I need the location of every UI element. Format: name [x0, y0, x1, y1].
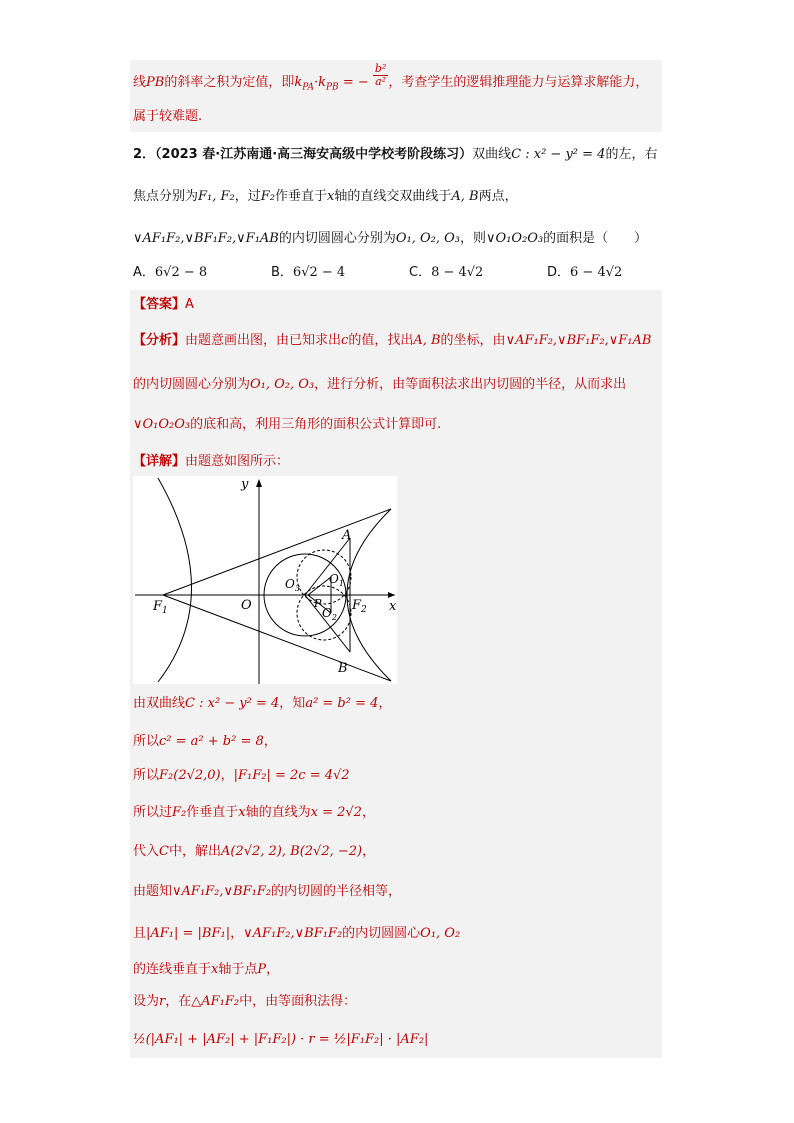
intro-line-2: 属于较难题.	[133, 109, 203, 124]
answer-tag: 【答案】	[133, 297, 186, 312]
question-source: （2023 春·江苏南通·高三海安高级中学校考阶段练习）	[155, 147, 473, 162]
option-b: B．6√2 − 4	[271, 265, 346, 280]
label-b: B	[338, 661, 348, 676]
math-hyperbola: C : x² − y² = 4	[511, 147, 606, 162]
svg-text:F1: $F_1$	[153, 599, 168, 616]
analysis-tag: 【分析】	[133, 333, 186, 348]
detail-step-4: 所以过F₂作垂直于x轴的直线为x = 2√2，	[133, 805, 375, 820]
analysis-line-1: 【分析】由题意画出图，由已知求出c的值，找出A, B的坐标，由∨AF₁F₂,∨BF₁F₂,∨F₁AB	[133, 333, 652, 348]
detail-step-10: ½(|AF₁| + |AF₂| + |F₁F₂|) · r = ½|F₁F₂| · |AF₂|	[133, 1032, 429, 1047]
detail-step-9: 设为r，在△AF₁F₂中，由等面积法得：	[133, 994, 357, 1009]
math-pb: PB	[146, 75, 165, 90]
answer-value: A	[185, 297, 194, 312]
intro-line-1: 线PB的斜率之积为定值，即$k_{PA}\cdot k_{PB}$ = − $\frac{\text{b²}}{\text{a²}}$ ，考查学生的逻辑推理能力与运算求解能力，	[133, 61, 649, 93]
hyperbola-diagram	[133, 476, 397, 684]
detail-step-6: 由题知∨AF₁F₂,∨BF₁F₂的内切圆的半径相等，	[133, 884, 402, 899]
label-p: P	[314, 597, 322, 610]
detail-step-2: 所以c² = a² + b² = 8，	[133, 734, 277, 749]
detail-tag: 【详解】	[133, 454, 186, 469]
option-d: D．6 − 4√2	[547, 265, 623, 280]
question-line-3: ∨AF₁F₂,∨BF₁F₂,∨F₁AB的内切圆圆心分别为O₁, O₂, O₃，则∨O₁O₂O₃的面积是（ ）	[133, 231, 648, 246]
question-line-1: 2．（2023 春·江苏南通·高三海安高级中学校考阶段练习）双曲线C : x² − y² = 4的左，右	[133, 147, 658, 162]
label-x: x	[389, 599, 397, 614]
hyperbola-figure	[133, 476, 397, 684]
svg-text:O1: $O_1$	[329, 572, 344, 588]
label-f1: F	[153, 599, 163, 614]
label-o1: O	[329, 572, 339, 586]
option-a: A．6√2 − 8	[133, 265, 208, 280]
analysis-line-2: 的内切圆圆心分别为O₁, O₂, O₃，进行分析，由等面积法求出内切圆的半径，从而求出	[133, 377, 627, 392]
option-c: C．8 − 4√2	[409, 265, 484, 280]
analysis-line-3: ∨O₁O₂O₃的底和高，利用三角形的面积公式计算即可.	[133, 417, 442, 432]
question-line-2: 焦点分别为F₁, F₂，过F₂作垂直于x轴的直线交双曲线于A, B两点，	[133, 189, 518, 204]
detail-step-1: 由双曲线C : x² − y² = 4，知a² = b² = 4，	[133, 696, 392, 711]
label-a: A	[342, 528, 352, 543]
detail-step-7: 且|AF₁| = |BF₁|，∨AF₁F₂,∨BF₁F₂的内切圆圆心O₁, O₂	[133, 926, 461, 941]
math-fraction-b2-a2: $\frac{\text{b²}}{\text{a²}}$	[374, 61, 387, 88]
label-o2: O	[322, 606, 332, 620]
label-y: y	[241, 477, 249, 492]
label-o3: O	[285, 577, 295, 591]
shade-intro	[130, 60, 662, 132]
svg-text:F2: $F_2$	[352, 598, 367, 615]
detail-step-3: 所以F₂(2√2,0)，|F₁F₂| = 2c = 4√2	[133, 768, 350, 783]
svg-text:O3: $O_3$	[285, 577, 300, 593]
math-k-product: $k_{PA}\cdot k_{PB}$ = −	[294, 75, 369, 93]
detail-step-8: 的连线垂直于x轴于点P，	[133, 962, 280, 977]
answer-line	[133, 298, 194, 311]
detail-step-5: 代入C中，解出A(2√2, 2), B(2√2, −2)，	[133, 844, 376, 859]
label-f2: F	[352, 598, 362, 613]
label-o: O	[241, 598, 252, 613]
detail-line-intro: 【详解】由题意如图所示：	[133, 454, 290, 469]
svg-text:O2: $O_2$	[322, 606, 337, 622]
